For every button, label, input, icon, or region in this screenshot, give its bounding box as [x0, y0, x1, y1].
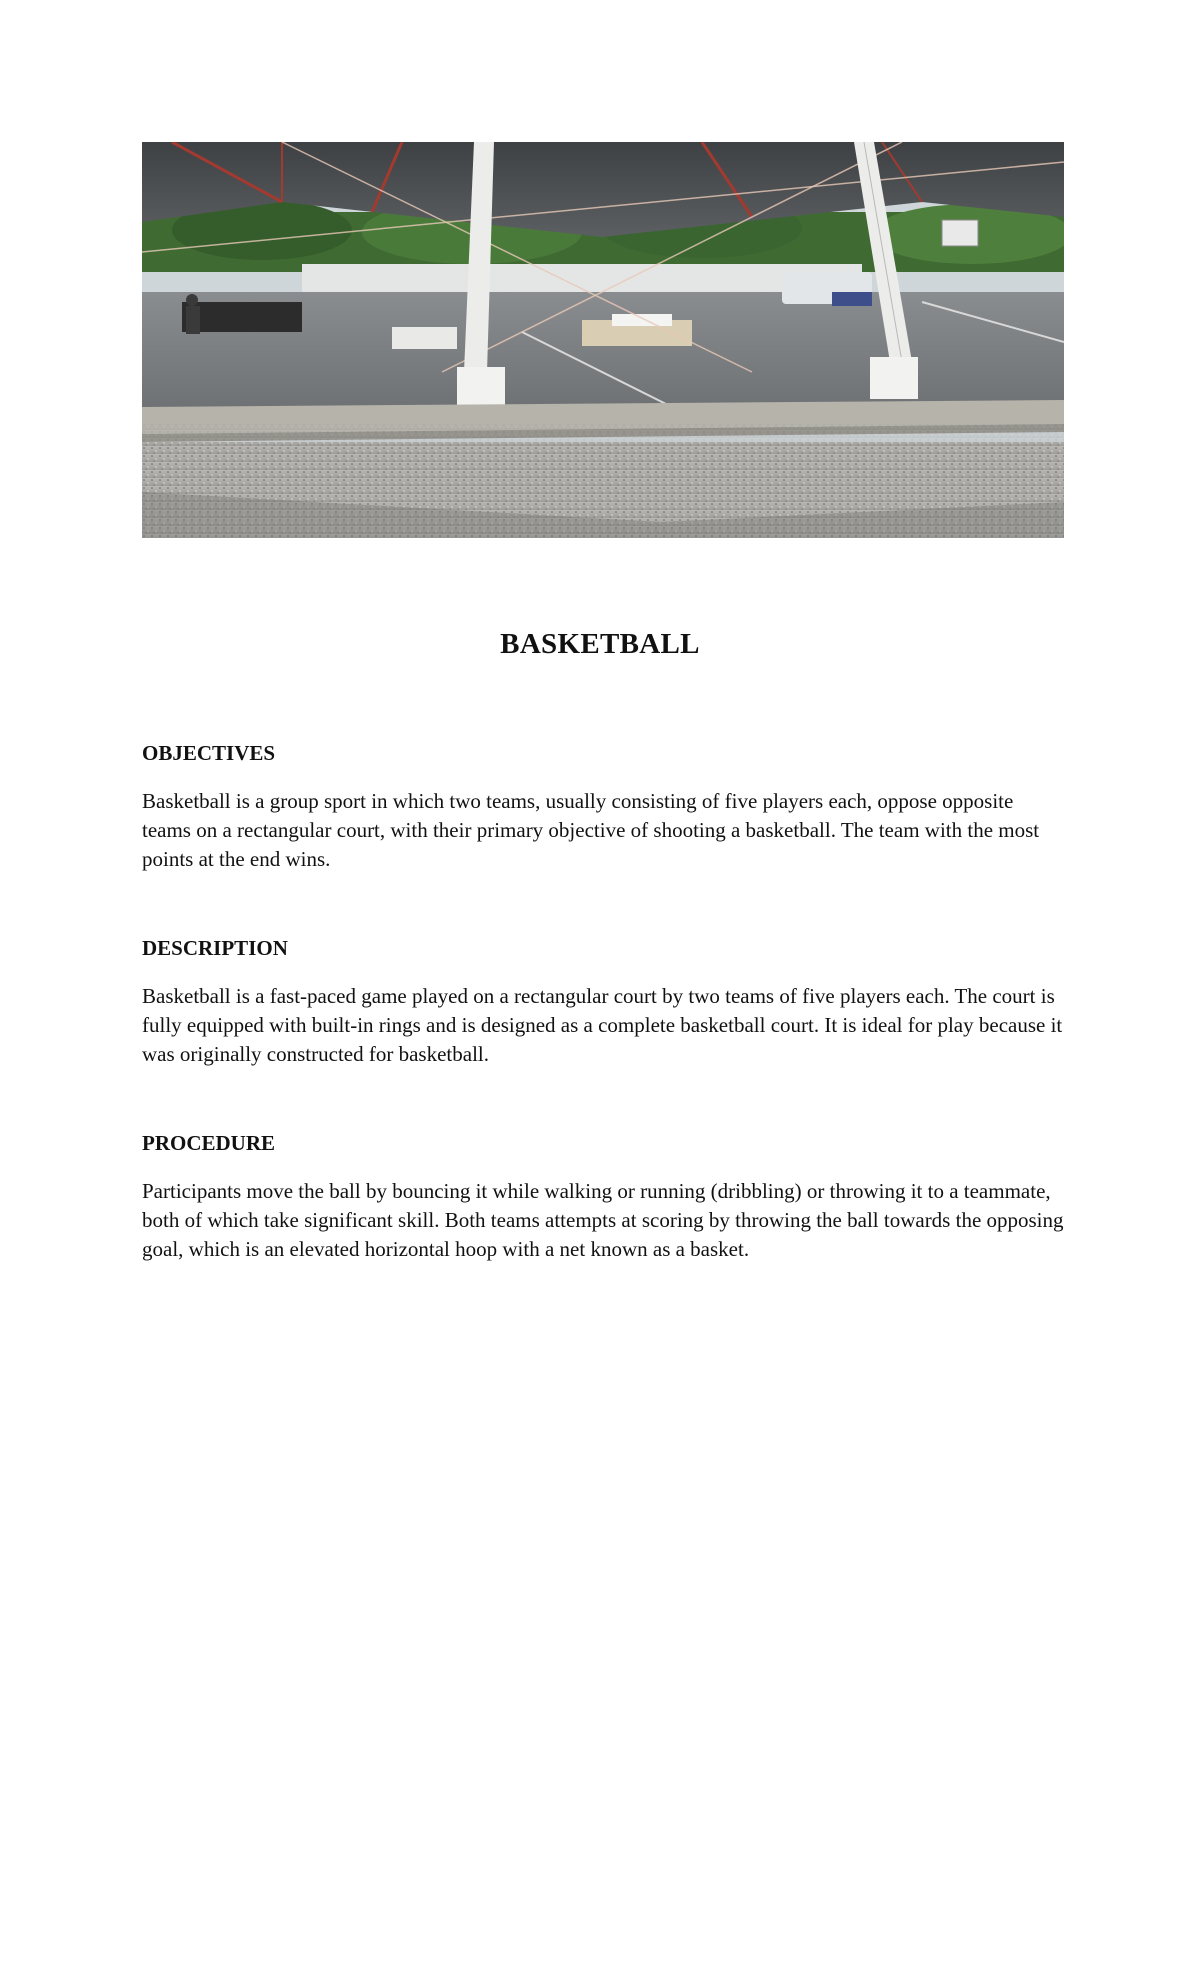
section-body: Basketball is a fast-paced game played on a rectangular court by two teams of five players each. The court is fully equipped with built-in rings and is designed as a complete basketball court. It is ideal for play because it was originally constructed for basketball. [142, 984, 1063, 1066]
document-title: BASKETBALL [500, 628, 700, 660]
section-heading: OBJECTIVES [142, 741, 276, 765]
basketball-court-photo [142, 142, 1064, 538]
section-body: Basketball is a group sport in which two teams, usually consisting of five players each, oppose opposite teams on a rectangular court, with their primary objective of shooting a basketball. The team with the most points at the end wins. [142, 789, 1040, 871]
section-procedure [142, 1129, 1067, 1264]
section-objectives [142, 739, 1067, 874]
section-heading: PROCEDURE [142, 1131, 276, 1155]
section-heading: DESCRIPTION [142, 936, 288, 960]
section-body: Participants move the ball by bouncing it while walking or running (dribbling) or throwing it to a teammate, both of which take significant skill. Both teams attempts at scoring by throwing the ball towards the opposing goal, which is an elevated horizontal hoop with a net known as a basket. [142, 1179, 1064, 1261]
section-description [142, 934, 1067, 1069]
